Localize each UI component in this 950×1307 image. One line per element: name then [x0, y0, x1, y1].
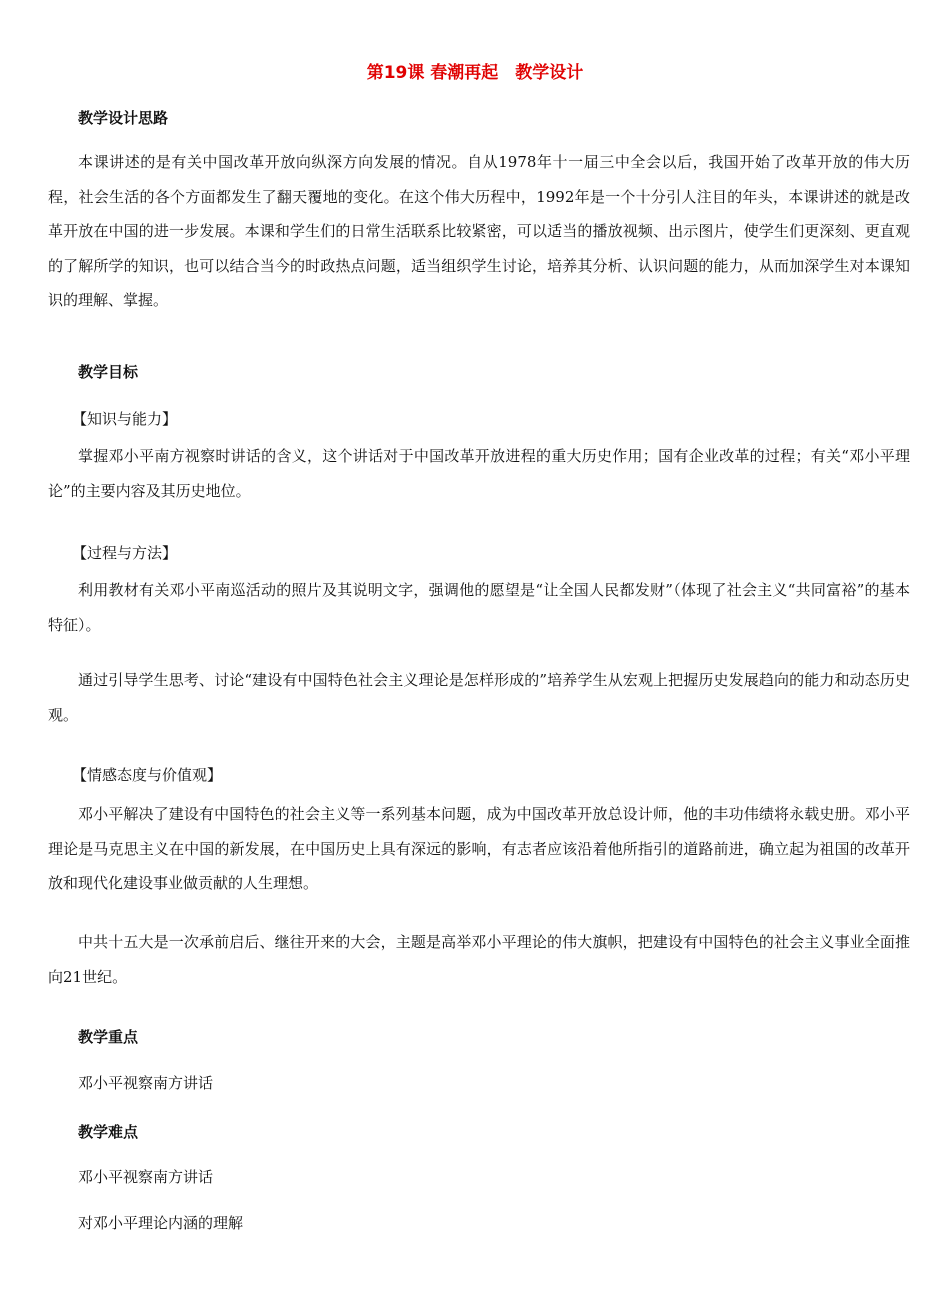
- label-knowledge-ability: 【知识与能力】: [72, 410, 178, 428]
- heading-difficulties: 教学难点: [78, 1123, 139, 1141]
- label-emotion-values: 【情感态度与价值观】: [72, 766, 223, 784]
- difficulty-item: 邓小平视察南方讲话: [78, 1168, 214, 1186]
- difficulty-item: 对邓小平理论内涵的理解: [78, 1214, 244, 1232]
- paragraph-emotion-values-1: 邓小平解决了建设有中国特色的社会主义等一系列基本问题，成为中国改革开放总设计师，他的丰功伟绩将永载史册。邓小平理论是马克思主义在中国的新发展，在中国历史上具有深远的影响，有志者应该沿着他所指引的道路前进，确立起为祖国的改革开放和现代化建设事业做贡献的人生理想。: [48, 805, 910, 892]
- heading-design-idea: 教学设计思路: [78, 109, 169, 127]
- paragraph-process-method-2: 通过引导学生思考、讨论“建设有中国特色社会主义理论是怎样形成的”培养学生从宏观上把握历史发展趋向的能力和动态历史观。: [48, 671, 910, 724]
- paragraph-emotion-values-2: 中共十五大是一次承前启后、继往开来的大会，主题是高举邓小平理论的伟大旗帜，把建设有中国特色的社会主义事业全面推向21世纪。: [48, 933, 910, 986]
- paragraph-knowledge-ability: 掌握邓小平南方视察时讲话的含义，这个讲话对于中国改革开放进程的重大历史作用；国有企业改革的过程；有关“邓小平理论”的主要内容及其历史地位。: [48, 447, 910, 500]
- paragraph-process-method-1: 利用教材有关邓小平南巡活动的照片及其说明文字，强调他的愿望是“让全国人民都发财”（体现了社会主义“共同富裕”的基本特征）。: [48, 581, 910, 634]
- heading-goals: 教学目标: [78, 363, 139, 381]
- document-title: 第19课 春潮再起 教学设计: [366, 63, 584, 83]
- label-process-method: 【过程与方法】: [72, 544, 178, 562]
- heading-key-points: 教学重点: [78, 1028, 139, 1046]
- key-point-item: 邓小平视察南方讲话: [78, 1074, 214, 1092]
- paragraph-design-idea: 本课讲述的是有关中国改革开放向纵深方向发展的情况。自从1978年十一届三中全会以后，我国开始了改革开放的伟大历程，社会生活的各个方面都发生了翻天覆地的变化。在这个伟大历程中，1992年是一个十分引人注目的年头，本课讲述的就是改革开放在中国的进一步发展。本课和学生们的日常生活联系比较紧密，可以适当的播放视频、出示图片，使学生们更深刻、更直观的了解所学的知识，也可以结合当今的时政热点问题，适当组织学生讨论，培养其分析、认识问题的能力，从而加深学生对本课知识的理解、掌握。: [48, 153, 910, 309]
